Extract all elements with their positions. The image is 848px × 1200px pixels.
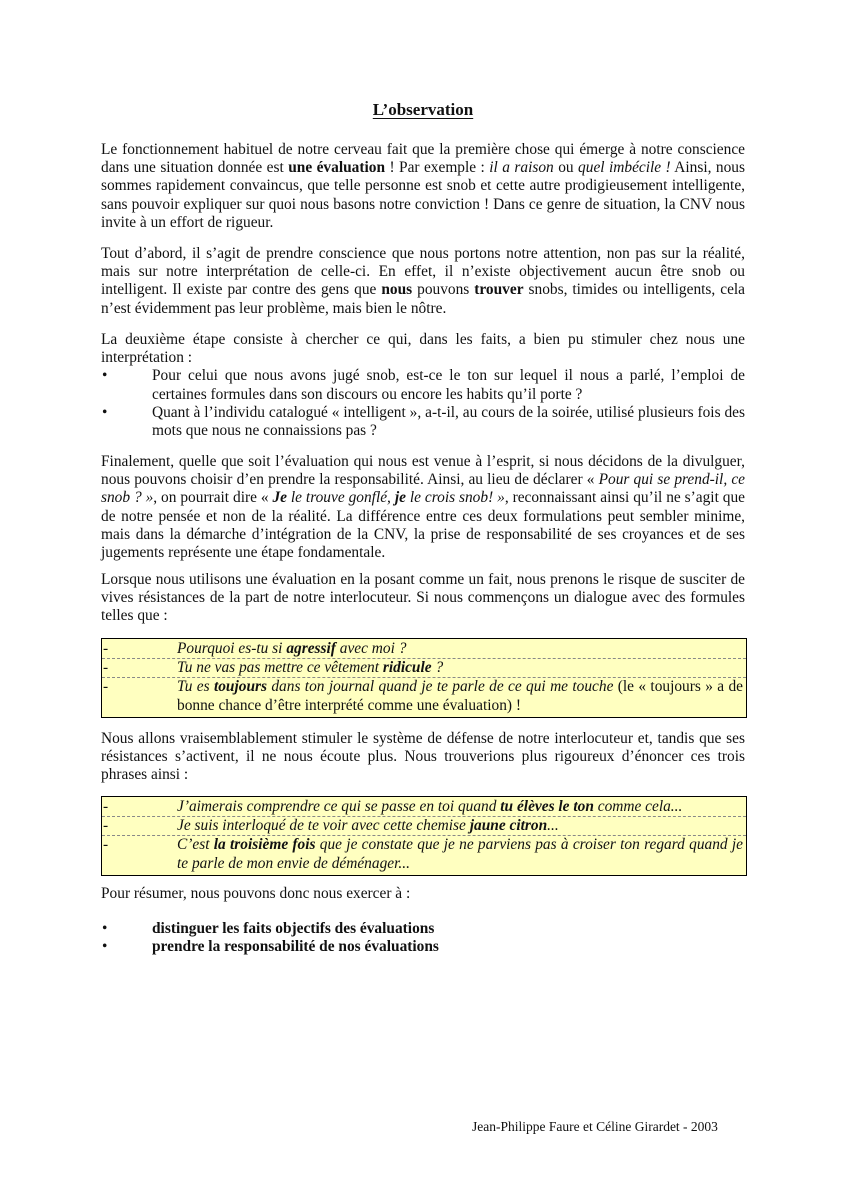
emphasis: agressif bbox=[286, 640, 336, 657]
text: , reconnaissant ainsi qu’il ne s’agit que de notre pensée et non de la réalité. La différence entre ces deux formulations peut sembler minime, mais dans la démarche d’intégration de la CNV, la prise de responsabilité de ses croyances et de ses jugements représente une étape fondamentale. bbox=[101, 489, 745, 562]
text: J’aimerais comprendre ce qui se passe en toi quand bbox=[177, 798, 501, 815]
summary-list bbox=[101, 920, 745, 956]
emphasis: tu élèves le ton bbox=[500, 798, 594, 815]
emphasis-trouver: trouver bbox=[474, 281, 524, 299]
box-line bbox=[102, 640, 746, 658]
text: avec moi ? bbox=[335, 640, 407, 657]
example-box-evaluations bbox=[101, 638, 747, 718]
list-item-text: Quant à l’individu catalogué « intelligent », a-t-il, au cours de la soirée, utilisé plusieurs fois des mots que nous ne connaissions pas ? bbox=[152, 403, 745, 440]
list-item-text: Pour celui que nous avons jugé snob, est-ce le ton sur lequel il nous a parlé, l’emploi de certaines formules dans son discours ou encore les habits qu’il porte ? bbox=[152, 367, 745, 403]
text: Ainsi, nous sommes rapidement convaincus, que telle personne est snob et cette autre prodigieusement intelligente, sans pouvoir expliquer sur quoi nous basons notre conviction ! Dans ce genre de situation, la CNV nous invite à un effort de rigueur. bbox=[101, 159, 745, 231]
emphasis: jaune citron bbox=[469, 817, 548, 835]
text: Tout d’abord, il s’agit de prendre conscience que nous portons notre attention, non pas sur la réalité, mais sur notre interprétation de celle-ci. En effet, il n’existe objectivement aucun être snob ou intelligent. Il existe par contre des gens que bbox=[101, 245, 745, 299]
quote-text: Pour qui se prend-il, ce snob ? » bbox=[101, 471, 745, 507]
box-line bbox=[102, 678, 746, 714]
example-text: il a raison bbox=[489, 159, 554, 177]
list-item-text: distinguer les faits objectifs des évaluations bbox=[152, 920, 435, 937]
dash-marker: - bbox=[103, 836, 109, 854]
emphasis-nous: nous bbox=[381, 281, 413, 299]
box-line bbox=[102, 659, 746, 677]
emphasis-evaluation: une évaluation bbox=[288, 159, 386, 177]
paragraph-summary-intro: Pour résumer, nous pouvons donc nous exercer à : bbox=[101, 885, 411, 902]
text: Pourquoi es-tu si bbox=[177, 640, 287, 657]
list-item bbox=[101, 404, 745, 440]
box-line bbox=[102, 798, 746, 816]
dash-marker: - bbox=[103, 798, 109, 815]
list-item bbox=[101, 920, 745, 938]
paragraph-defense: Nous allons vraisemblablement stimuler le système de défense de notre interlocuteur et, tandis que ses résistances s’activent, il ne nous écoute plus. Nous trouverions plus rigoureux d’énoncer ces trois phrases ainsi : bbox=[101, 730, 745, 784]
dash-marker: - bbox=[103, 640, 109, 657]
bullet-icon: • bbox=[102, 367, 108, 385]
text: comme cela... bbox=[593, 798, 683, 815]
text: ... bbox=[547, 817, 559, 835]
paragraph-text: La deuxième étape consiste à chercher ce qui, dans les faits, a bien pu stimuler chez nous une interprétation : bbox=[101, 331, 745, 367]
text: dans ton journal quand je te parle de ce qui me touche bbox=[267, 678, 614, 696]
list-item bbox=[101, 938, 745, 956]
list-item bbox=[101, 367, 745, 403]
emphasis: ridicule bbox=[382, 659, 432, 677]
paragraph-awareness bbox=[101, 245, 745, 318]
bullet-icon: • bbox=[102, 403, 108, 421]
emphasis: la troisième fois bbox=[213, 836, 316, 854]
text: , on pourrait dire « bbox=[153, 489, 273, 507]
box-note: (le « toujours » a de bonne chance d’être interprété comme une évaluation) ! bbox=[177, 678, 744, 714]
quote-text: le trouve gonflé, bbox=[286, 489, 395, 507]
dash-marker: - bbox=[103, 817, 109, 835]
paragraph-intro bbox=[101, 141, 745, 232]
emphasis-je: je bbox=[394, 489, 406, 507]
box-line bbox=[102, 836, 746, 872]
paragraph-second-step bbox=[101, 331, 745, 440]
page-title: L’observation bbox=[372, 100, 474, 119]
text: que je constate que je ne parviens pas à croiser ton regard quand je te parle de mon envie de déménager... bbox=[177, 836, 743, 872]
dash-marker: - bbox=[103, 678, 109, 696]
text: ? bbox=[431, 659, 444, 677]
paragraph-risk: Lorsque nous utilisons une évaluation en la posant comme un fait, nous prenons le risque de susciter de vives résistances de la part de notre interlocuteur. Si nous commençons un dialogue avec des formules telles que : bbox=[101, 571, 745, 625]
text: ou bbox=[553, 159, 579, 177]
box-line bbox=[102, 817, 746, 835]
text: Tu es bbox=[177, 678, 214, 696]
page-footer: Jean-Philippe Faure et Céline Girardet - 2003 bbox=[472, 1119, 718, 1134]
bullet-icon: • bbox=[102, 938, 108, 956]
paragraph-responsibility bbox=[101, 453, 745, 562]
quote-text: le crois snob! » bbox=[405, 489, 505, 507]
emphasis: toujours bbox=[213, 678, 267, 696]
bullet-icon: • bbox=[102, 920, 108, 937]
text: Tu ne vas pas mettre ce vêtement bbox=[177, 659, 383, 677]
dash-marker: - bbox=[103, 659, 109, 677]
text: pouvons bbox=[412, 281, 475, 299]
text: Je suis interloqué de te voir avec cette chemise bbox=[177, 817, 470, 835]
text: snobs, timides ou intelligents, cela n’est évidemment pas leur problème, mais bien le nôtre. bbox=[101, 281, 746, 317]
text: Le fonctionnement habituel de notre cerveau fait que la première chose qui émerge à notre conscience dans une situation donnée est bbox=[101, 141, 745, 177]
text: Finalement, quelle que soit l’évaluation qui nous est venue à l’esprit, si nous décidons de la divulguer, nous pouvons choisir d’en prendre la responsabilité. Ainsi, au lieu de déclarer « bbox=[101, 453, 745, 489]
example-text: quel imbécile ! bbox=[578, 159, 671, 177]
emphasis-je: Je bbox=[272, 489, 287, 507]
list-item-text: prendre la responsabilité de nos évaluations bbox=[152, 938, 439, 956]
example-box-observations bbox=[101, 796, 747, 876]
text: C’est bbox=[177, 836, 214, 854]
text: ! Par exemple : bbox=[385, 159, 490, 177]
